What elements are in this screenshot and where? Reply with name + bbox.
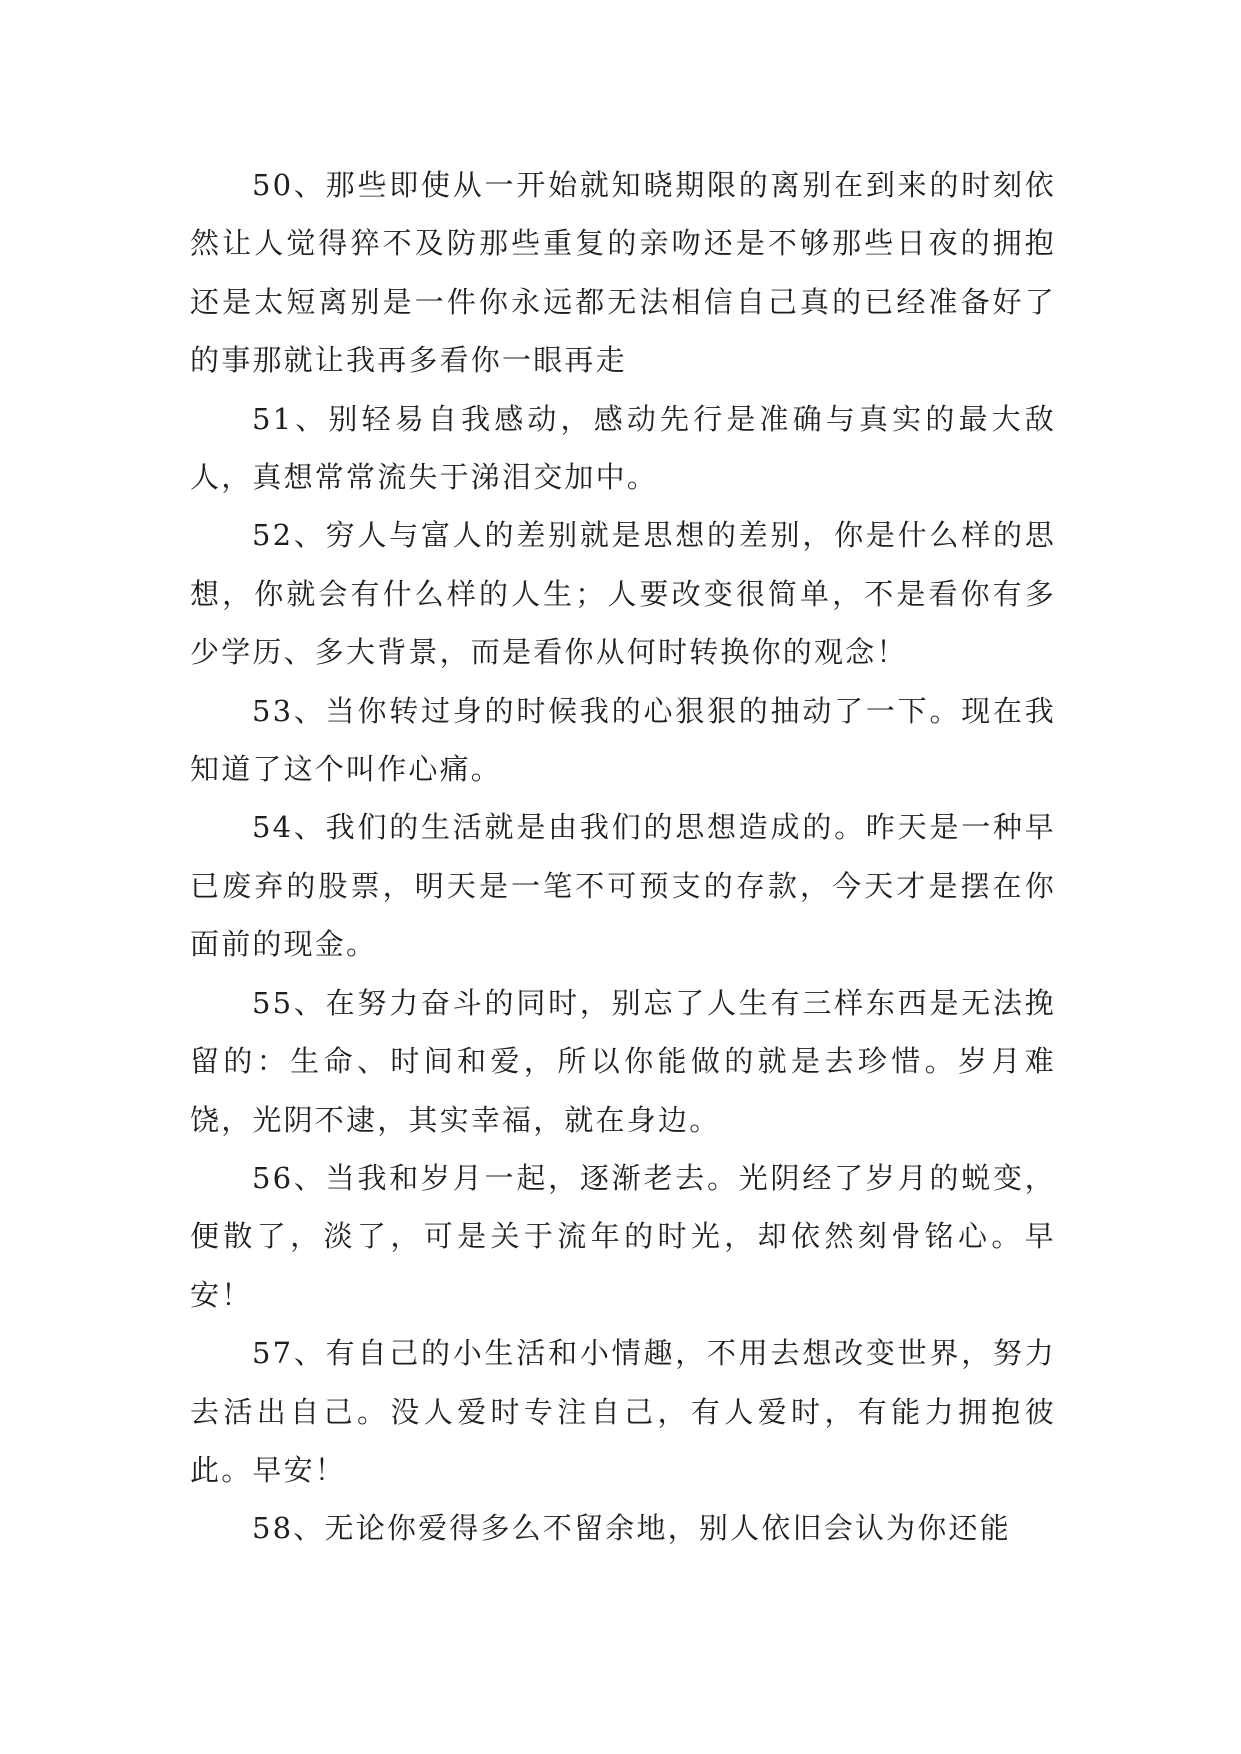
paragraph-54: 54、我们的生活就是由我们的思想造成的。昨天是一种早已废弃的股票，明天是一笔不可预支的存款，今天才是摆在你面前的现金。 [190,810,1056,962]
paragraph-58: 58、无论你爱得多么不留余地，别人依旧会认为你还能 [252,1511,1011,1546]
paragraph-53: 53、当你转过身的时候我的心狠狠的抽动了一下。现在我知道了这个叫作心痛。 [190,693,1056,787]
paragraph-57: 57、有自己的小生活和小情趣，不用去想改变世界，努力去活出自己。没人爱时专注自己，有人爱时，有能力拥抱彼此。早安！ [190,1336,1056,1487]
paragraph-51: 51、别轻易自我感动，感动先行是准确与真实的最大敌人，真想常常流失于涕泪交加中。 [190,401,1056,495]
paragraph-52: 52、穷人与富人的差别就是思想的差别，你是什么样的思想，你就会有什么样的人生；人要改变很简单，不是看你有多少学历、多大背景，而是看你从何时转换你的观念！ [190,518,1056,670]
paragraph-50: 50、那些即使从一开始就知晓期限的离别在到来的时刻依然让人觉得猝不及防那些重复的亲吻还是不够那些日夜的拥抱还是太短离别是一件你永远都无法相信自己真的已经准备好了的事那就让我再多看你一眼再走 [190,168,1056,378]
paragraph-55: 55、在努力奋斗的同时，别忘了人生有三样东西是无法挽留的：生命、时间和爱，所以你能做的就是去珍惜。岁月难饶，光阴不逮，其实幸福，就在身边。 [190,985,1056,1137]
document-body [190,156,1056,1558]
paragraph-56: 56、当我和岁月一起，逐渐老去。光阴经了岁月的蜕变，便散了，淡了，可是关于流年的时光，却依然刻骨铭心。早安！ [190,1160,1056,1312]
